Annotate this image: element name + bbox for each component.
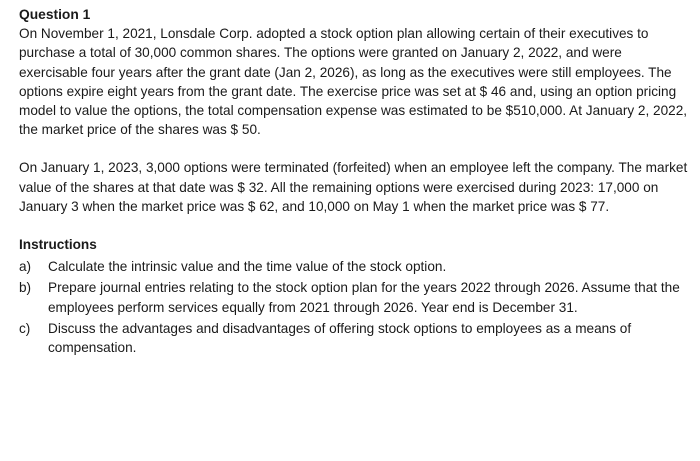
question-title: Question 1 [19,7,91,22]
instruction-marker: b) [19,280,32,296]
instruction-marker: c) [19,320,31,336]
instruction-text: Discuss the advantages and disadvantages of offering stock options to employees as a means of compensation. [48,320,632,356]
instruction-text: Prepare journal entries relating to the stock option plan for the years 2022 through 2026. Assume that the employees perform services equally from 2021 through 2026. Year end is December 31. [48,280,680,315]
instruction-item-c [19,319,688,357]
instruction-text: Calculate the intrinsic value and the time value of the stock option. [48,259,447,275]
instructions-list [19,257,688,357]
instruction-item-b [19,278,688,316]
question-paragraph-1: On November 1, 2021, Lonsdale Corp. adopted a stock option plan allowing certain of their executives to purchase a total of 30,000 common shares. The options were granted on January 2, 2022, and were exercisable four years after the grant date (Jan 2, 2026), as long as the executives were still employees. The options expire eight years from the grant date. The exercise price was set at $ 46 and, using an option pricing model to value the options, the total compensation expense was estimated to be $510,000. At January 2, 2022, the market price of the shares was $ 50. [19,26,688,138]
question-paragraph-2: On January 1, 2023, 3,000 options were terminated (forfeited) when an employee left the company. The market value of the shares at that date was $ 32. All the remaining options were exercised during 2023: 17,000 on January 3 when the market price was $ 62, and 10,000 on May 1 when the market price was $ 77. [19,160,688,214]
instruction-item-a [19,257,688,276]
instruction-marker: a) [19,259,32,275]
instructions-title: Instructions [19,237,97,253]
